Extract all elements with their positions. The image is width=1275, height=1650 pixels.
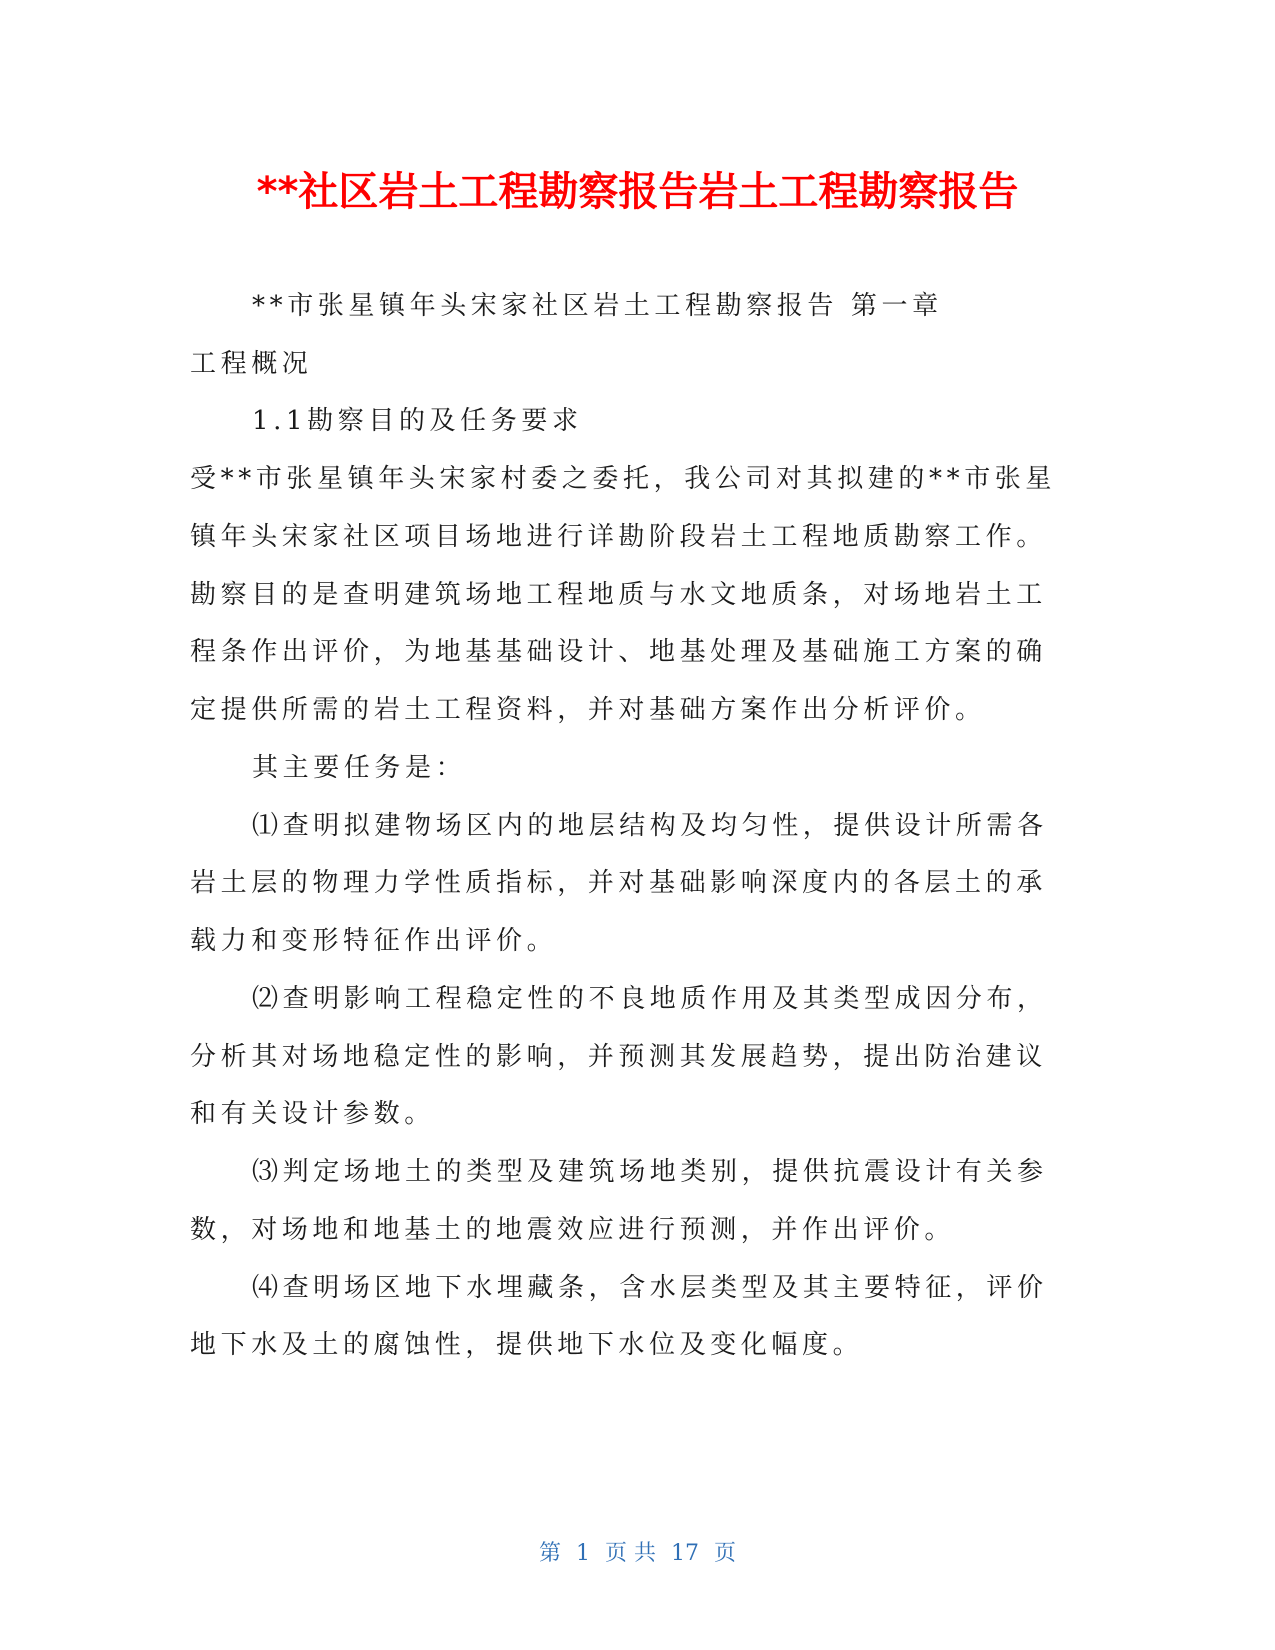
paragraph-line: 受**市张星镇年头宋家村委之委托，我公司对其拟建的**市张星 bbox=[190, 464, 1057, 494]
footer-page-number: 1 bbox=[576, 1541, 590, 1566]
paragraph-line: 载力和变形特征作出评价。 bbox=[190, 926, 558, 956]
footer-total-pages: 17 bbox=[671, 1541, 699, 1566]
paragraph-line: 其主要任务是： bbox=[252, 753, 467, 783]
page-footer bbox=[0, 1538, 1275, 1570]
paragraph-line: 地下水及土的腐蚀性，提供地下水位及变化幅度。 bbox=[190, 1330, 864, 1360]
footer-middle: 页 共 bbox=[605, 1541, 656, 1566]
paragraph-line: 数，对场地和地基土的地震效应进行预测，并作出评价。 bbox=[190, 1215, 956, 1245]
paragraph-line: ⑷查明场区地下水埋藏条，含水层类型及其主要特征，评价 bbox=[252, 1273, 1048, 1303]
section-heading: 1.1勘察目的及任务要求 bbox=[252, 406, 583, 436]
paragraph-line: 岩土层的物理力学性质指标，并对基础影响深度内的各层土的承 bbox=[190, 868, 1047, 898]
paragraph-line: **市张星镇年头宋家社区岩土工程勘察报告 第一章 bbox=[252, 291, 943, 321]
footer-suffix: 页 bbox=[714, 1541, 737, 1566]
paragraph-line: 定提供所需的岩土工程资料，并对基础方案作出分析评价。 bbox=[190, 695, 986, 725]
paragraph-line: ⑵查明影响工程稳定性的不良地质作用及其类型成因分布， bbox=[252, 984, 1048, 1014]
paragraph-line: ⑶判定场地土的类型及建筑场地类别，提供抗震设计有关参 bbox=[252, 1157, 1048, 1187]
paragraph-line: 和有关设计参数。 bbox=[190, 1099, 435, 1129]
paragraph-line: 工程概况 bbox=[190, 349, 313, 379]
footer-prefix: 第 bbox=[538, 1541, 561, 1566]
paragraph-line: 镇年头宋家社区项目场地进行详勘阶段岩土工程地质勘察工作。 bbox=[190, 522, 1047, 552]
paragraph-line: ⑴查明拟建物场区内的地层结构及均匀性，提供设计所需各 bbox=[252, 811, 1048, 841]
document-title: **社区岩土工程勘察报告岩土工程勘察报告 bbox=[256, 169, 1019, 215]
paragraph-line: 程条作出评价，为地基基础设计、地基处理及基础施工方案的确 bbox=[190, 637, 1047, 667]
paragraph-line: 分析其对场地稳定性的影响，并预测其发展趋势，提出防治建议 bbox=[190, 1042, 1047, 1072]
paragraph-line: 勘察目的是查明建筑场地工程地质与水文地质条，对场地岩土工 bbox=[190, 580, 1047, 610]
